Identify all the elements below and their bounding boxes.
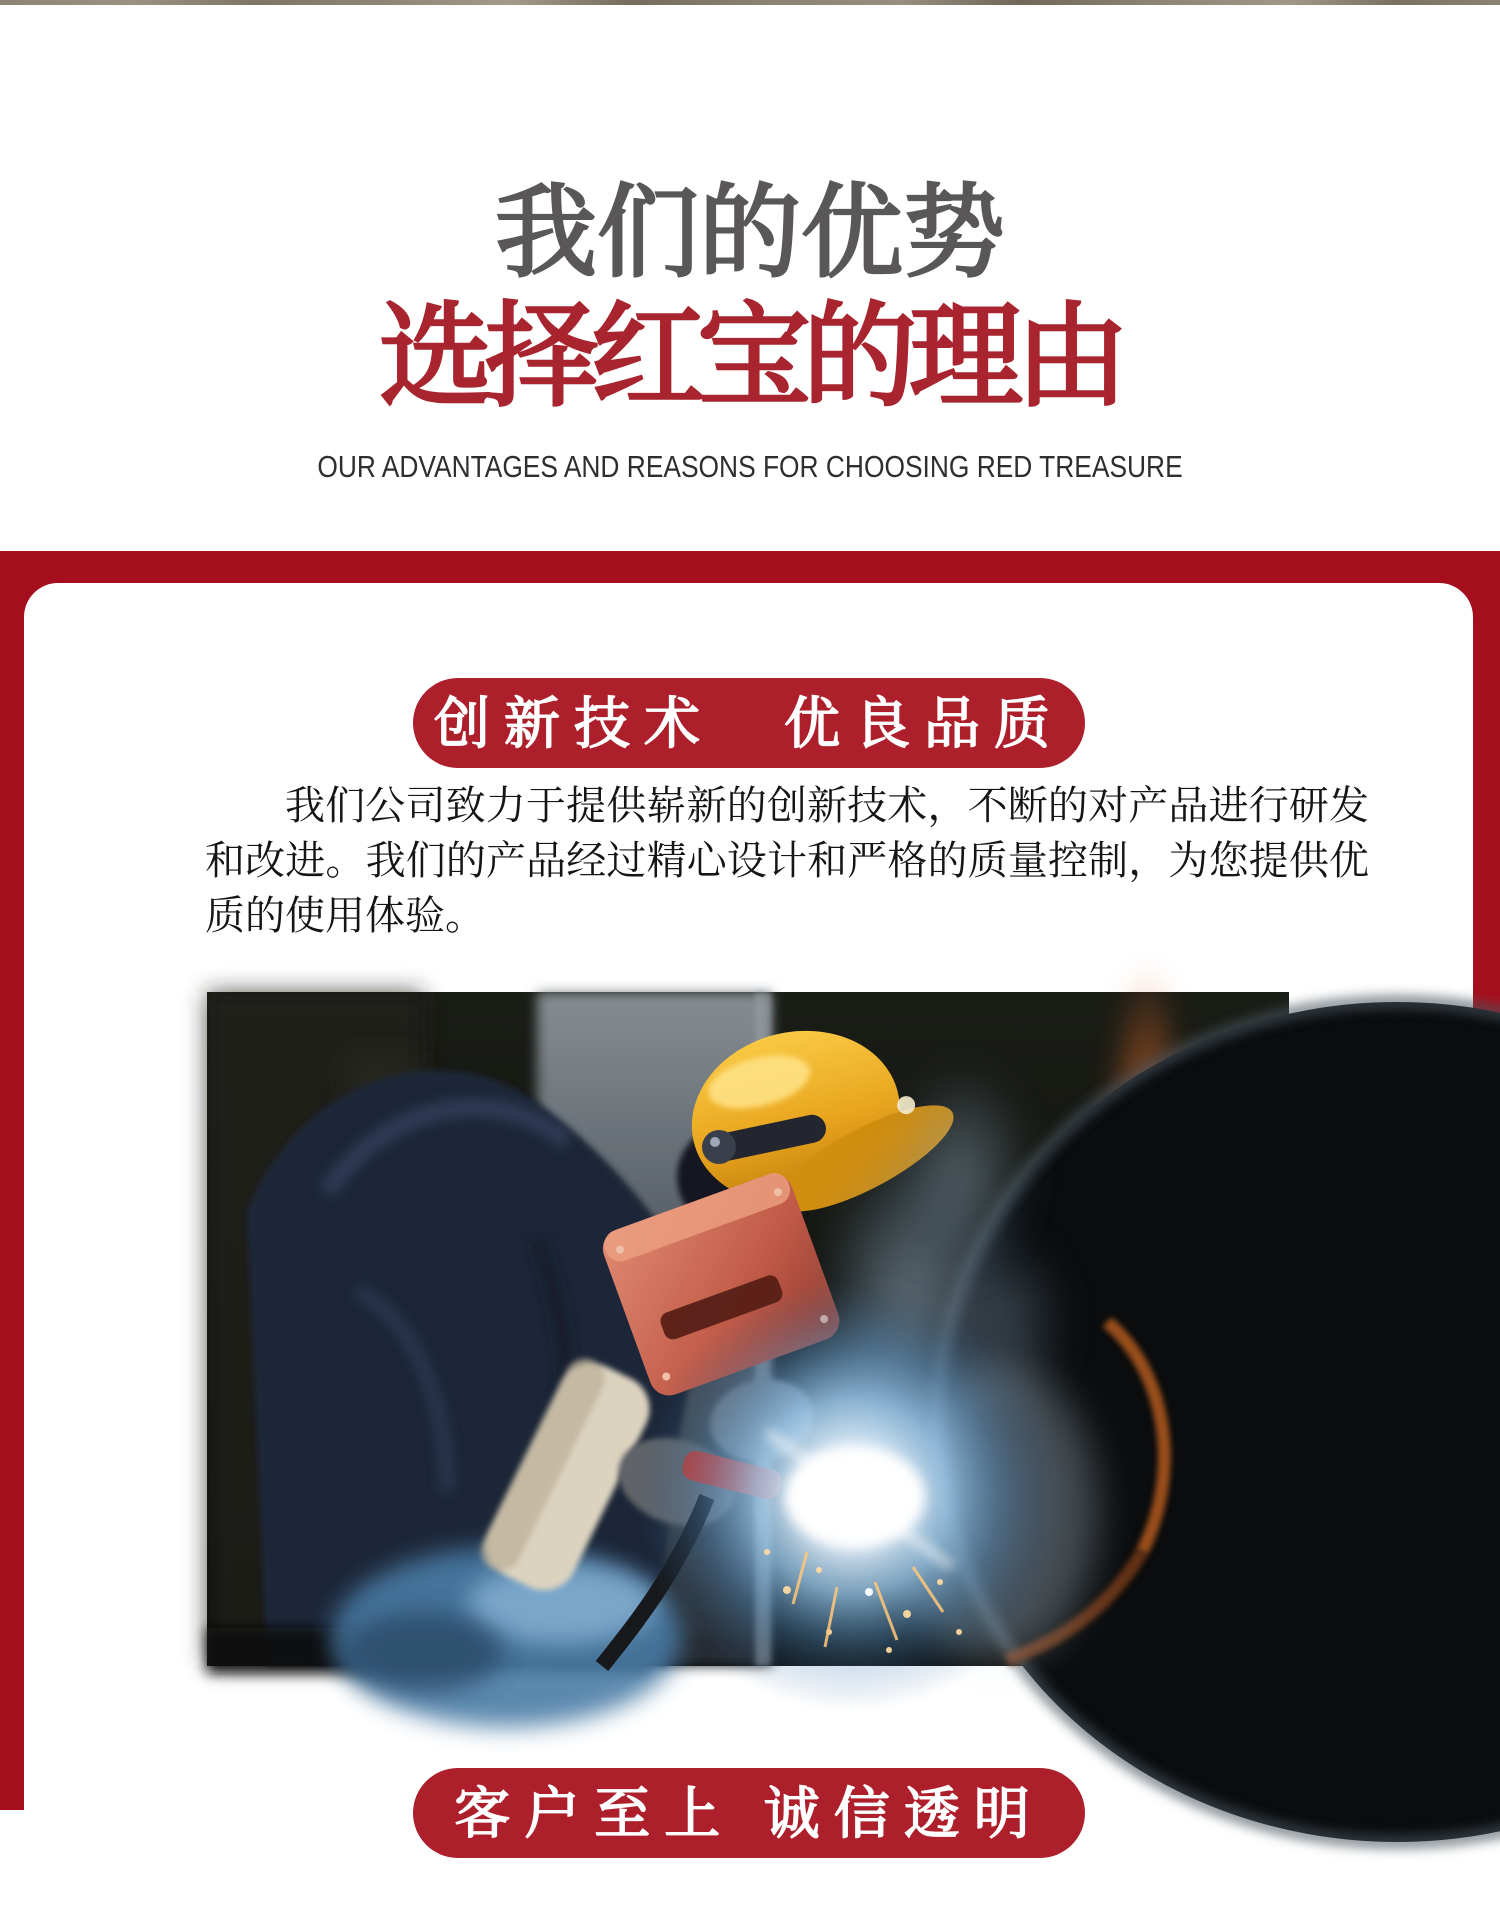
page-title: 我们的优势 bbox=[495, 176, 1005, 290]
content-panel bbox=[24, 583, 1473, 1913]
welder-photo-art bbox=[207, 992, 1289, 1666]
welder-photo bbox=[207, 992, 1289, 1666]
top-edge-strip bbox=[0, 0, 1500, 5]
page-subtitle-en bbox=[0, 449, 1500, 485]
advantages-section bbox=[0, 551, 1500, 1845]
page-subtitle: 选择红宝的理由 bbox=[378, 294, 1121, 421]
advantages-paragraph: 我们公司致力于提供崭新的创新技术，不断的对产品进行研发和改进。我们的产品经过精心设计和严格的质量控制，为您提供优质的使用体验。 bbox=[205, 784, 1369, 938]
badge-innovation-quality: 创新技术 优良品质 bbox=[413, 678, 1085, 768]
page-subtitle-en-text: OUR ADVANTAGES AND REASONS FOR CHOOSING RED TREASURE bbox=[317, 449, 1183, 484]
badge-customer-integrity: 客户至上 诚信透明 bbox=[413, 1768, 1085, 1858]
